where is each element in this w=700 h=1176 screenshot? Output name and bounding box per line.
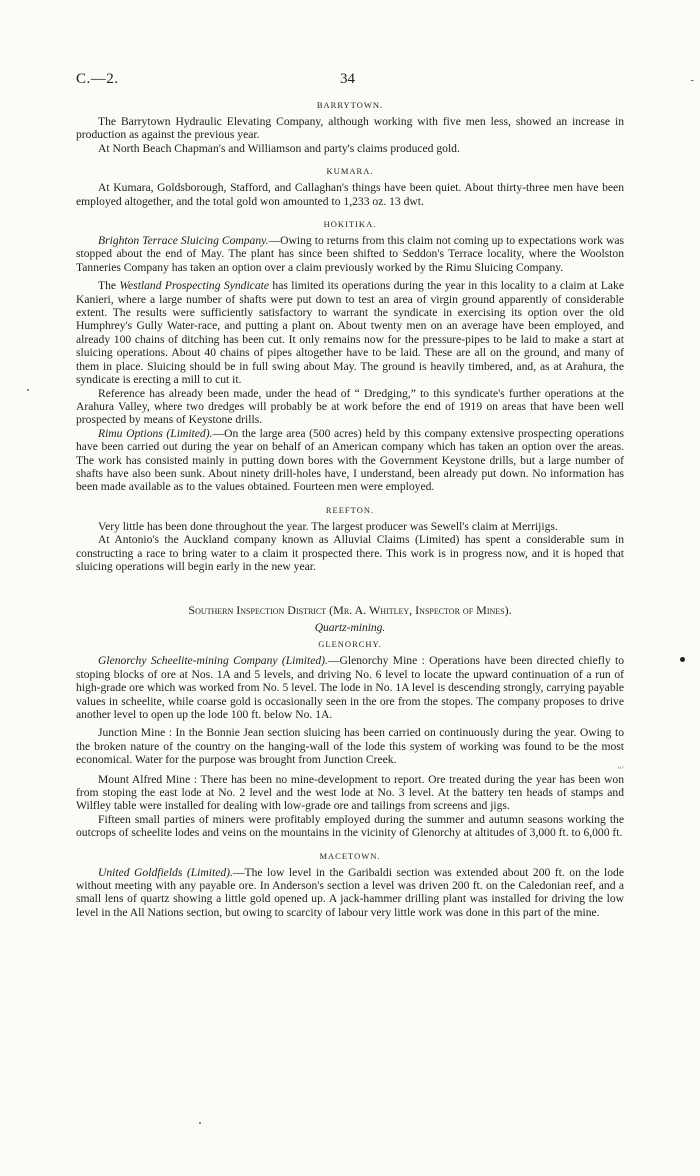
- paragraph: At Antonio's the Auckland company known as Alluvial Claims (Limited) has spent a considerable sum in constructing a race to bring water to a claim it prospected there. This work is in progress now, and it is hoped that sluicing operations will begin early in the new year.: [76, 533, 624, 573]
- paragraph: At North Beach Chapman's and Williamson and party's claims produced gold.: [98, 141, 460, 155]
- company-name: Westland Prospecting Syndicate: [119, 279, 269, 293]
- section-heading-reefton: REEFTON.: [325, 504, 375, 515]
- paragraph: Rimu Options (Limited).—On the large area (500 acres) held by this company extensive prospecting operations have been carried out during the year on behalf of an American company which has taken an option over the areas. The work has consisted mainly in putting down bores with the Government Keystone drills, but a large number of shafts have also been sunk. About ninety drill-holes have, I understand, been already put down. No information has been made available as to the values obtained. Fourteen men were employed.: [76, 426, 624, 494]
- company-name: Brighton Terrace Sluicing Company.: [98, 234, 269, 248]
- paragraph: The Westland Prospecting Syndicate has limited its operations during the year in this locality to a claim at Lake Kanieri, where a large number of shafts were put down to test an area of virgin ground apparently of considerable extent. The results were sufficiently satisfactory to warrant the syndicate in exercising its option over the old Humphrey's Gully Water-race, and putting a plant on. About twenty men on an average have been employed, and already 100 chains of ditching has been cut. It only remains now for the pressure-pipes to be laid to make a start at sluicing operations. About 40 chains of pipes altogether have to be laid. These are all on the ground, and many of them in place. Sluicing should be in full swing about May. The ground is heavily timbered, and, as at Arahura, the syndicate is erecting a mill to cut it.: [76, 279, 624, 387]
- margin-speck: [27, 389, 29, 391]
- bottom-speck: [199, 1122, 201, 1124]
- paragraph: Mount Alfred Mine : There has been no mine-development to report. Ore treated during the year has been won from stoping the east lode at No. 2 level and the west lode at No. 3 level. At the battery ten heads of stamps and Wilfley table were installed for dealing with low-grade ore and tailings from screens and jigs.: [76, 772, 624, 813]
- paragraph: Fifteen small parties of miners were profitably employed during the summer and autumn seasons working the outcrops of scheelite lodes and veins on the mountains in the vicinity of Glenorchy at altitudes of 3,000 ft. to 6,000 ft.: [76, 812, 624, 840]
- paragraph: At Kumara, Goldsborough, Stafford, and Callaghan's things have been quiet. About thirty-three men have been employed altogether, and the total gold won amounted to 1,233 oz. 13 dwt.: [76, 181, 624, 208]
- company-name: Rimu Options (Limited).: [98, 426, 213, 440]
- body-content: [76, 100, 624, 919]
- section-heading-kumara: KUMARA.: [326, 166, 374, 177]
- report-code: C.—2.: [76, 71, 119, 87]
- paragraph: Brighton Terrace Sluicing Company.—Owing to returns from this claim not coming up to expectations work was stopped about the end of May. The plant has since been shifted to Seddon's Terrace locality, where the Woolston Tanneries Company has taken an option over a claim previously worked by the Rimu Sluicing Company.: [76, 234, 624, 274]
- paragraph: United Goldfields (Limited).—The low level in the Garibaldi section was extended about 200 ft. on the lode without meeting with any payable ore. In Anderson's section a level was driven 200 ft. on the Caledonian reef, and a small lens of quartz showing a little gold opened up. A jack-hammer drilling plant was installed for driving the low level in the All Nations section, but owing to scarcity of labour very little work was done in this part of the mine.: [76, 865, 624, 919]
- paragraph: Reference has already been made, under the head of “ Dredging,” to this syndicate's further operations at the Arahura Valley, where two dredges will probably be at work before the end of 1919 on areas that have been well prospected by means of Keystone drills.: [76, 386, 624, 427]
- paragraph: The Barrytown Hydraulic Elevating Company, although working with five men less, showed an increase in production as against the previous year.: [76, 115, 624, 142]
- section-heading-barrytown: BARRYTOWN.: [316, 100, 384, 110]
- paragraph: Junction Mine : In the Bonnie Jean section sluicing has been carried on continuously during the year. Owing to the broken nature of the country on the hanging-wall of the lode this system of working was found to be the most economical. Water for the purpose was brought from Junction Creek.: [76, 726, 624, 767]
- district-subtitle: Quartz-mining.: [314, 622, 386, 635]
- company-name: United Goldfields (Limited).: [98, 865, 233, 879]
- page-number: 34: [340, 71, 355, 87]
- section-heading-macetown: MACETOWN.: [319, 850, 381, 861]
- section-heading-hokitika: HOKITIKA.: [323, 219, 377, 230]
- margin-dot: [680, 657, 685, 662]
- district-title: Southern Inspection District (Mr. A. Whitley, Inspector of Mines).: [188, 603, 512, 618]
- margin-mark: -: [690, 74, 694, 86]
- company-name: Glenorchy Scheelite-mining Company (Limited).: [98, 654, 328, 668]
- paragraph: Glenorchy Scheelite-mining Company (Limited).—Glenorchy Mine : Operations have been directed chiefly to stoping blocks of ore at Nos. 1A and 5 levels, and driving No. 6 level to locate the upward continuation of a run of high-grade ore which was worked from No. 5 level. The lode in No. 1A level is descending strongly, carrying payable values in scheelite, while coarse gold is occasionally seen in the ore from the stopes. The company proposes to drive another level to open up the lode 100 ft. below No. 1A.: [76, 654, 624, 721]
- margin-note: “’: [617, 764, 624, 774]
- section-heading-glenorchy: GLENORCHY.: [318, 639, 382, 650]
- paragraph: Very little has been done throughout the year. The largest producer was Sewell's claim at Merrijigs.: [98, 519, 558, 533]
